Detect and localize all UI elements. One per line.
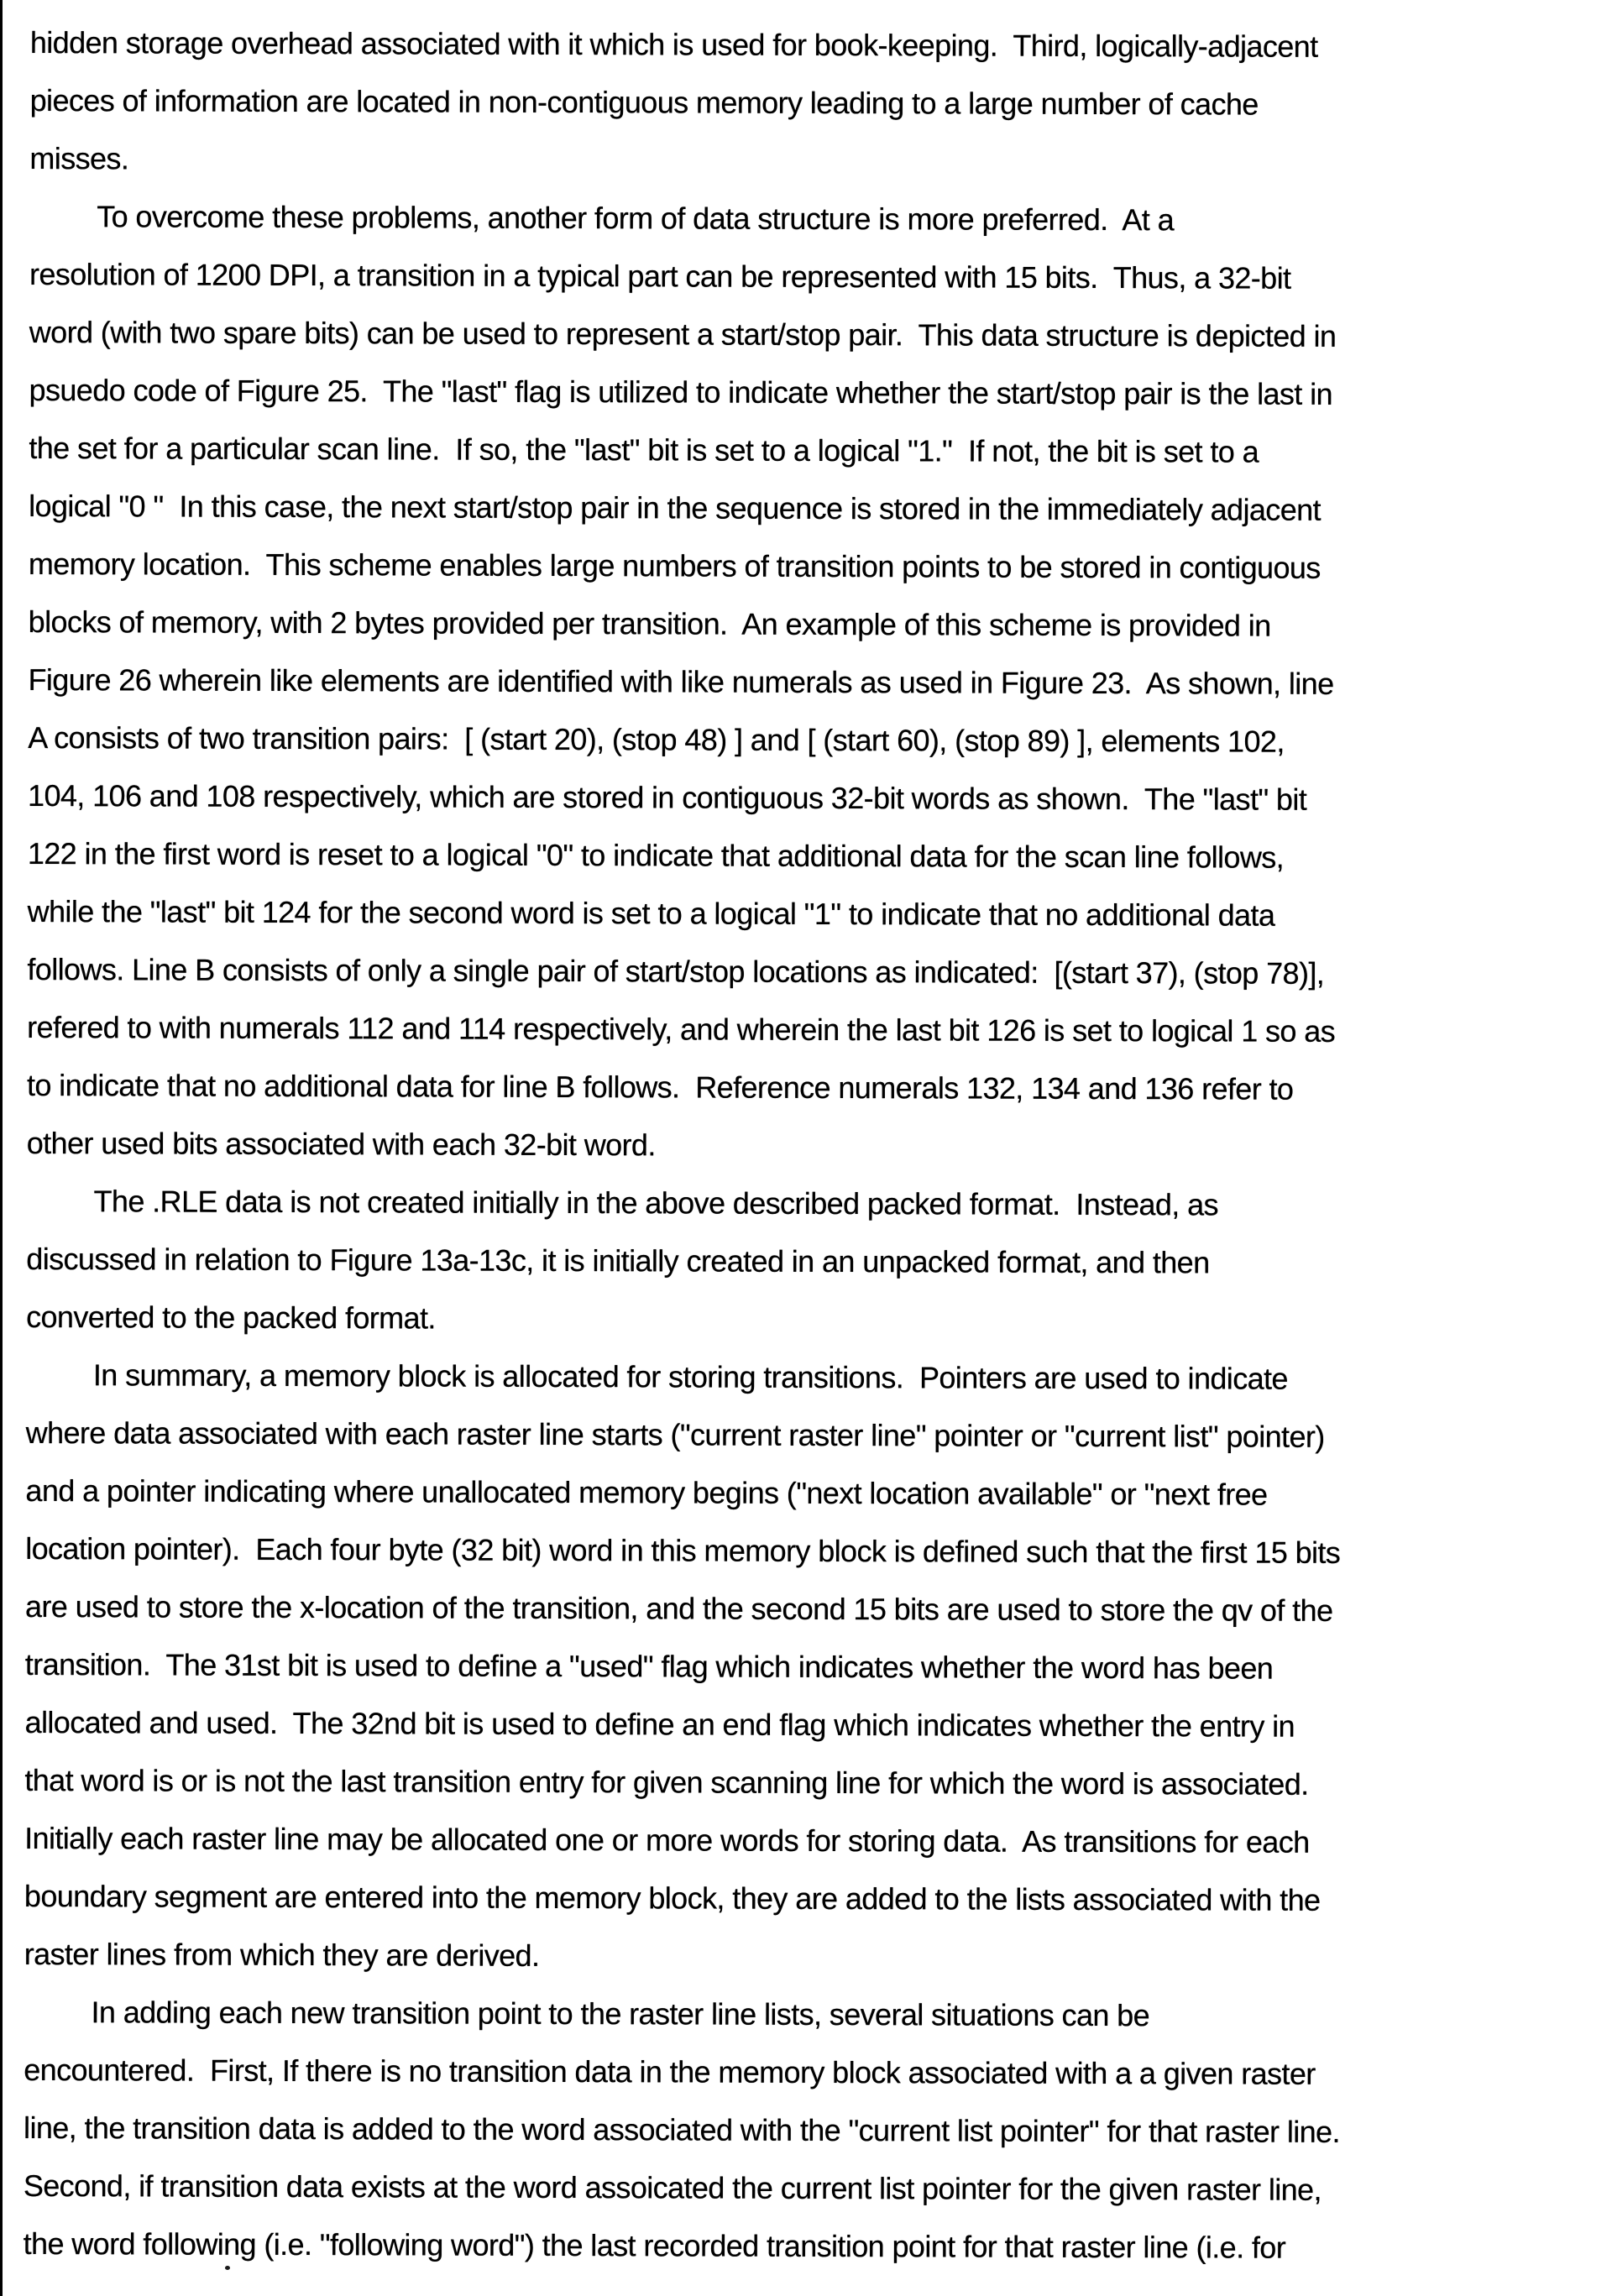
text-line: the set for a particular scan line. If so, the "last" bit is set to a logical "1." If not, the bit is set to a bbox=[29, 430, 1259, 469]
text-line: line, the transition data is added to the word associated with the "current list pointer" for that raster line. bbox=[24, 2110, 1340, 2149]
text-line: transition. The 31st bit is used to define a "used" flag which indicates whether the word has been bbox=[24, 1646, 1274, 1686]
text-line: raster lines from which they are derived. bbox=[24, 1936, 540, 1973]
text-line: Initially each raster line may be allocated one or more words for storing data. As transitions for each bbox=[24, 1820, 1310, 1859]
text-line: resolution of 1200 DPI, a transition in a typical part can be represented with 15 bits. Thus, a 32-bit bbox=[29, 256, 1291, 295]
text-line: 104, 106 and 108 respectively, which are stored in contiguous 32-bit words as shown. The "last" bit bbox=[28, 777, 1307, 817]
text-line: boundary segment are entered into the memory block, they are added to the lists associated with the bbox=[24, 1878, 1321, 1917]
text-line: other used bits associated with each 32-bit word. bbox=[26, 1125, 656, 1163]
text-line: The .RLE data is not created initially in the above described packed format. Instead, as bbox=[93, 1184, 1219, 1222]
text-line: hidden storage overhead associated with it which is used for book-keeping. Third, logically-adjacent bbox=[29, 24, 1318, 64]
text-line: misses. bbox=[29, 140, 129, 176]
text-line: In summary, a memory block is allocated for storing transitions. Pointers are used to indicate bbox=[92, 1357, 1288, 1396]
document-body bbox=[24, 13, 1607, 2278]
text-line: logical "0 " In this case, the next start/stop pair in the sequence is stored in the immediately adjacent bbox=[29, 488, 1322, 527]
text-line: 122 in the first word is reset to a logical "0" to indicate that additional data for the scan line follows, bbox=[27, 835, 1285, 875]
text-line: and a pointer indicating where unallocated memory begins ("next location available" or "next free bbox=[25, 1472, 1268, 1512]
scan-speck-artifact bbox=[225, 2266, 230, 2270]
text-line: are used to store the x-location of the transition, and the second 15 bits are used to store the qv of the bbox=[24, 1588, 1333, 1628]
text-line: In adding each new transition point to the raster line lists, several situations can be bbox=[91, 1995, 1150, 2033]
text-line: follows. Line B consists of only a single pair of start/stop locations as indicated: [(start 37), (stop 78)], bbox=[27, 951, 1325, 991]
text-line: Second, if transition data exists at the word assoicated the current list pointer for the given raster line, bbox=[23, 2168, 1322, 2207]
text-line: to indicate that no additional data for line B follows. Reference numerals 132, 134 and 136 refer to bbox=[26, 1067, 1294, 1106]
text-line: that word is or is not the last transition entry for given scanning line for which the word is associated. bbox=[24, 1762, 1309, 1802]
text-line: blocks of memory, with 2 bytes provided per transition. An example of this scheme is provided in bbox=[28, 604, 1271, 643]
text-line: discussed in relation to Figure 13a-13c, it is initially created in an unpacked format, and then bbox=[26, 1241, 1210, 1280]
text-line: psuedo code of Figure 25. The "last" flag is utilized to indicate whether the start/stop pair is the last in bbox=[29, 372, 1333, 411]
text-line: location pointer). Each four byte (32 bit) word in this memory block is defined such that the first 15 bits bbox=[25, 1530, 1341, 1570]
text-line: To overcome these problems, another form of data structure is more preferred. At a bbox=[97, 199, 1175, 238]
text-line: allocated and used. The 32nd bit is used to define an end flag which indicates whether the entry in bbox=[24, 1704, 1295, 1744]
text-line: A consists of two transition pairs: [ (start 20), (stop 48) ] and [ (start 60), (stop 89) ], elements 102, bbox=[28, 719, 1285, 759]
text-line: Figure 26 wherein like elements are identified with like numerals as used in Figure 23. As shown, line bbox=[28, 662, 1334, 701]
text-line: while the "last" bit 124 for the second word is set to a logical "1" to indicate that no additional data bbox=[27, 893, 1275, 933]
text-line: converted to the packed format. bbox=[26, 1299, 436, 1336]
text-line: the word following (i.e. "following word") the last recorded transition point for that raster line (i.e. for bbox=[23, 2225, 1286, 2265]
scan-edge-artifact bbox=[0, 0, 3, 2296]
text-line: where data associated with each raster line starts ("current raster line" pointer or "current list" pointer) bbox=[25, 1415, 1325, 1454]
text-line: encountered. First, If there is no transition data in the memory block associated with a a given raster bbox=[24, 2052, 1316, 2091]
text-line: word (with two spare bits) can be used to represent a start/stop pair. This data structure is depicted in bbox=[29, 314, 1337, 353]
text-line: refered to with numerals 112 and 114 respectively, and wherein the last bit 126 is set to logical 1 so as bbox=[27, 1009, 1336, 1049]
text-line: memory location. This scheme enables large numbers of transition points to be stored in contiguous bbox=[28, 546, 1321, 585]
text-line: pieces of information are located in non-contiguous memory leading to a large number of cache bbox=[29, 82, 1259, 122]
